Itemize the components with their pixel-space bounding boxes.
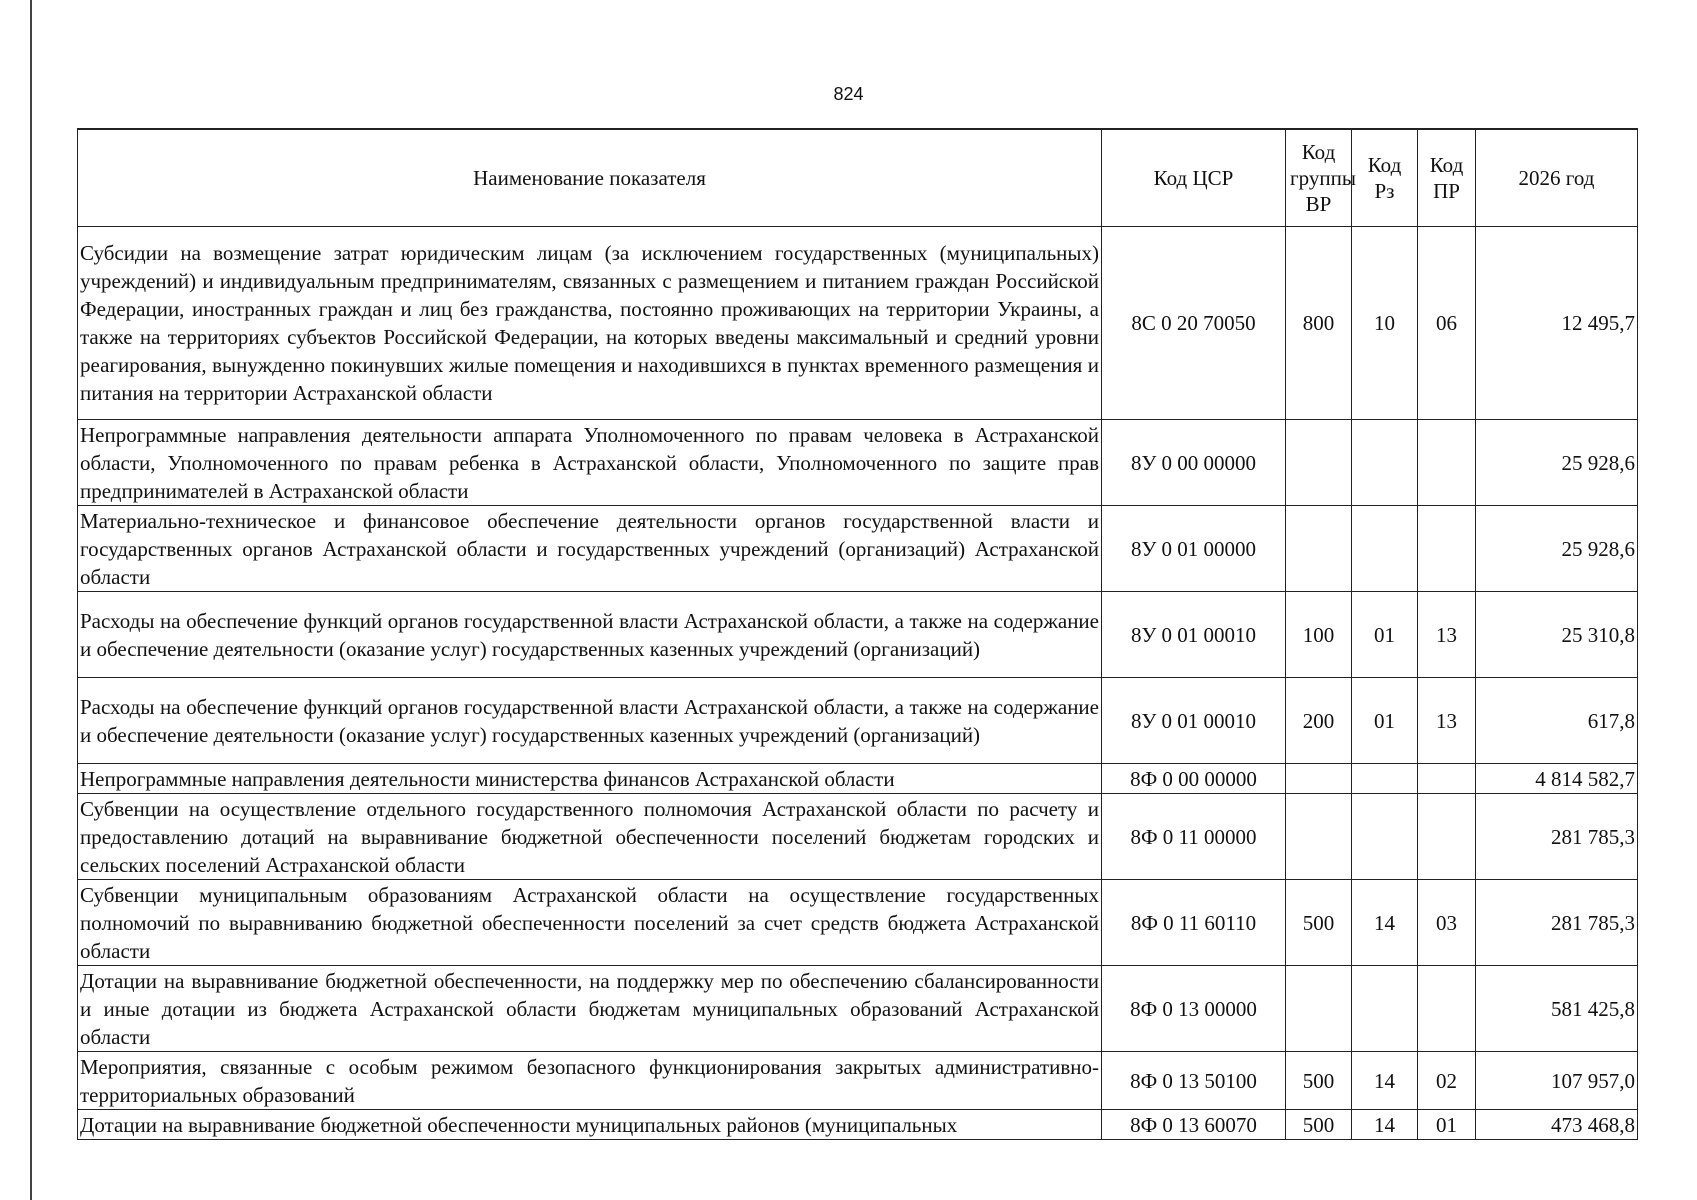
header-year: 2026 год xyxy=(1476,129,1638,227)
row-csr-code: 8Ф 0 11 60110 xyxy=(1102,880,1286,966)
page-margin-line xyxy=(30,0,32,1200)
row-pr-code xyxy=(1418,966,1476,1052)
row-amount: 473 468,8 xyxy=(1476,1110,1638,1140)
row-pr-code: 02 xyxy=(1418,1052,1476,1110)
row-name: Материально-техническое и финансовое обеспечение деятельности органов государственной власти и государственных органов Астраханской области и государственных учреждений (организаций) Астраханской области xyxy=(78,506,1102,592)
row-name: Субвенции муниципальным образованиям Астраханской области на осуществление государственных полномочий по выравниванию бюджетной обеспеченности поселений за счет средств бюджета Астраханской области xyxy=(78,880,1102,966)
table-row xyxy=(78,506,1638,592)
row-name: Расходы на обеспечение функций органов государственной власти Астраханской области, а также на содержание и обеспечение деятельности (оказание услуг) государственных казенных учреждений (организаций) xyxy=(78,592,1102,678)
row-csr-code: 8Ф 0 00 00000 xyxy=(1102,764,1286,794)
row-csr-code: 8С 0 20 70050 xyxy=(1102,227,1286,420)
row-csr-code: 8У 0 01 00010 xyxy=(1102,678,1286,764)
row-pr-code xyxy=(1418,794,1476,880)
row-amount: 581 425,8 xyxy=(1476,966,1638,1052)
row-pr-code xyxy=(1418,506,1476,592)
row-pr-code: 13 xyxy=(1418,592,1476,678)
row-vr-code: 200 xyxy=(1286,678,1352,764)
row-pr-code: 13 xyxy=(1418,678,1476,764)
row-rz-code xyxy=(1352,794,1418,880)
row-vr-code: 500 xyxy=(1286,1110,1352,1140)
row-amount: 281 785,3 xyxy=(1476,794,1638,880)
table-header-row xyxy=(78,129,1638,227)
row-vr-code xyxy=(1286,764,1352,794)
row-name: Субсидии на возмещение затрат юридическим лицам (за исключением государственных (муниципальных) учреждений) и индивидуальным предпринимателям, связанных с размещением и питанием граждан Российской Федерации, иностранных граждан и лиц без гражданства, постоянно проживающих на территории Украины, а также на территориях субъектов Российской Федерации, на которых введены максимальный и средний уровни реагирования, вынужденно покинувших жилые помещения и находившихся в пунктах временного размещения и питания на территории Астраханской области xyxy=(78,227,1102,420)
row-vr-code: 500 xyxy=(1286,880,1352,966)
row-amount: 25 928,6 xyxy=(1476,420,1638,506)
row-amount: 25 310,8 xyxy=(1476,592,1638,678)
row-vr-code xyxy=(1286,506,1352,592)
row-name: Непрограммные направления деятельности министерства финансов Астраханской области xyxy=(78,764,1102,794)
row-rz-code xyxy=(1352,506,1418,592)
header-vr-code: Код группы ВР xyxy=(1286,129,1352,227)
table-row xyxy=(78,764,1638,794)
row-rz-code xyxy=(1352,966,1418,1052)
budget-table xyxy=(77,128,1638,1140)
row-pr-code: 06 xyxy=(1418,227,1476,420)
row-csr-code: 8Ф 0 13 00000 xyxy=(1102,966,1286,1052)
row-vr-code: 500 xyxy=(1286,1052,1352,1110)
row-csr-code: 8У 0 01 00000 xyxy=(1102,506,1286,592)
row-vr-code: 800 xyxy=(1286,227,1352,420)
header-rz-code: Код Рз xyxy=(1352,129,1418,227)
row-pr-code: 03 xyxy=(1418,880,1476,966)
table-row xyxy=(78,1052,1638,1110)
row-amount: 25 928,6 xyxy=(1476,506,1638,592)
row-rz-code: 14 xyxy=(1352,1110,1418,1140)
row-rz-code: 01 xyxy=(1352,678,1418,764)
page-number: 824 xyxy=(833,84,864,104)
table-row xyxy=(78,227,1638,420)
row-vr-code: 100 xyxy=(1286,592,1352,678)
row-name: Мероприятия, связанные с особым режимом безопасного функционирования закрытых административно-территориальных образований xyxy=(78,1052,1102,1110)
row-name: Расходы на обеспечение функций органов государственной власти Астраханской области, а также на содержание и обеспечение деятельности (оказание услуг) государственных казенных учреждений (организаций) xyxy=(78,678,1102,764)
table-row xyxy=(78,966,1638,1052)
header-name: Наименование показателя xyxy=(78,129,1102,227)
row-amount: 4 814 582,7 xyxy=(1476,764,1638,794)
table-row xyxy=(78,420,1638,506)
header-csr-code: Код ЦСР xyxy=(1102,129,1286,227)
row-rz-code: 01 xyxy=(1352,592,1418,678)
table-row xyxy=(78,880,1638,966)
row-vr-code xyxy=(1286,420,1352,506)
row-rz-code: 14 xyxy=(1352,880,1418,966)
row-csr-code: 8Ф 0 13 50100 xyxy=(1102,1052,1286,1110)
row-name: Дотации на выравнивание бюджетной обеспеченности, на поддержку мер по обеспечению сбалансированности и иные дотации из бюджета Астраханской области бюджетам муниципальных образований Астраханской области xyxy=(78,966,1102,1052)
table-row xyxy=(78,794,1638,880)
row-amount: 617,8 xyxy=(1476,678,1638,764)
row-vr-code xyxy=(1286,966,1352,1052)
row-rz-code xyxy=(1352,764,1418,794)
row-amount: 107 957,0 xyxy=(1476,1052,1638,1110)
table-row xyxy=(78,678,1638,764)
row-pr-code xyxy=(1418,764,1476,794)
row-name: Субвенции на осуществление отдельного государственного полномочия Астраханской области по расчету и предоставлению дотаций на выравнивание бюджетной обеспеченности поселений бюджетам городских и сельских поселений Астраханской области xyxy=(78,794,1102,880)
row-csr-code: 8У 0 00 00000 xyxy=(1102,420,1286,506)
row-csr-code: 8Ф 0 13 60070 xyxy=(1102,1110,1286,1140)
row-name: Непрограммные направления деятельности аппарата Уполномоченного по правам человека в Астраханской области, Уполномоченного по правам ребенка в Астраханской области, Уполномоченного по защите прав предпринимателей в Астраханской области xyxy=(78,420,1102,506)
table-row xyxy=(78,1110,1638,1140)
table-row xyxy=(78,592,1638,678)
row-name: Дотации на выравнивание бюджетной обеспеченности муниципальных районов (муниципальных xyxy=(78,1110,1102,1140)
row-vr-code xyxy=(1286,794,1352,880)
header-pr-code: Код ПР xyxy=(1418,129,1476,227)
row-csr-code: 8У 0 01 00010 xyxy=(1102,592,1286,678)
row-pr-code xyxy=(1418,420,1476,506)
row-rz-code: 14 xyxy=(1352,1052,1418,1110)
row-csr-code: 8Ф 0 11 00000 xyxy=(1102,794,1286,880)
row-rz-code xyxy=(1352,420,1418,506)
row-amount: 281 785,3 xyxy=(1476,880,1638,966)
row-rz-code: 10 xyxy=(1352,227,1418,420)
row-pr-code: 01 xyxy=(1418,1110,1476,1140)
row-amount: 12 495,7 xyxy=(1476,227,1638,420)
